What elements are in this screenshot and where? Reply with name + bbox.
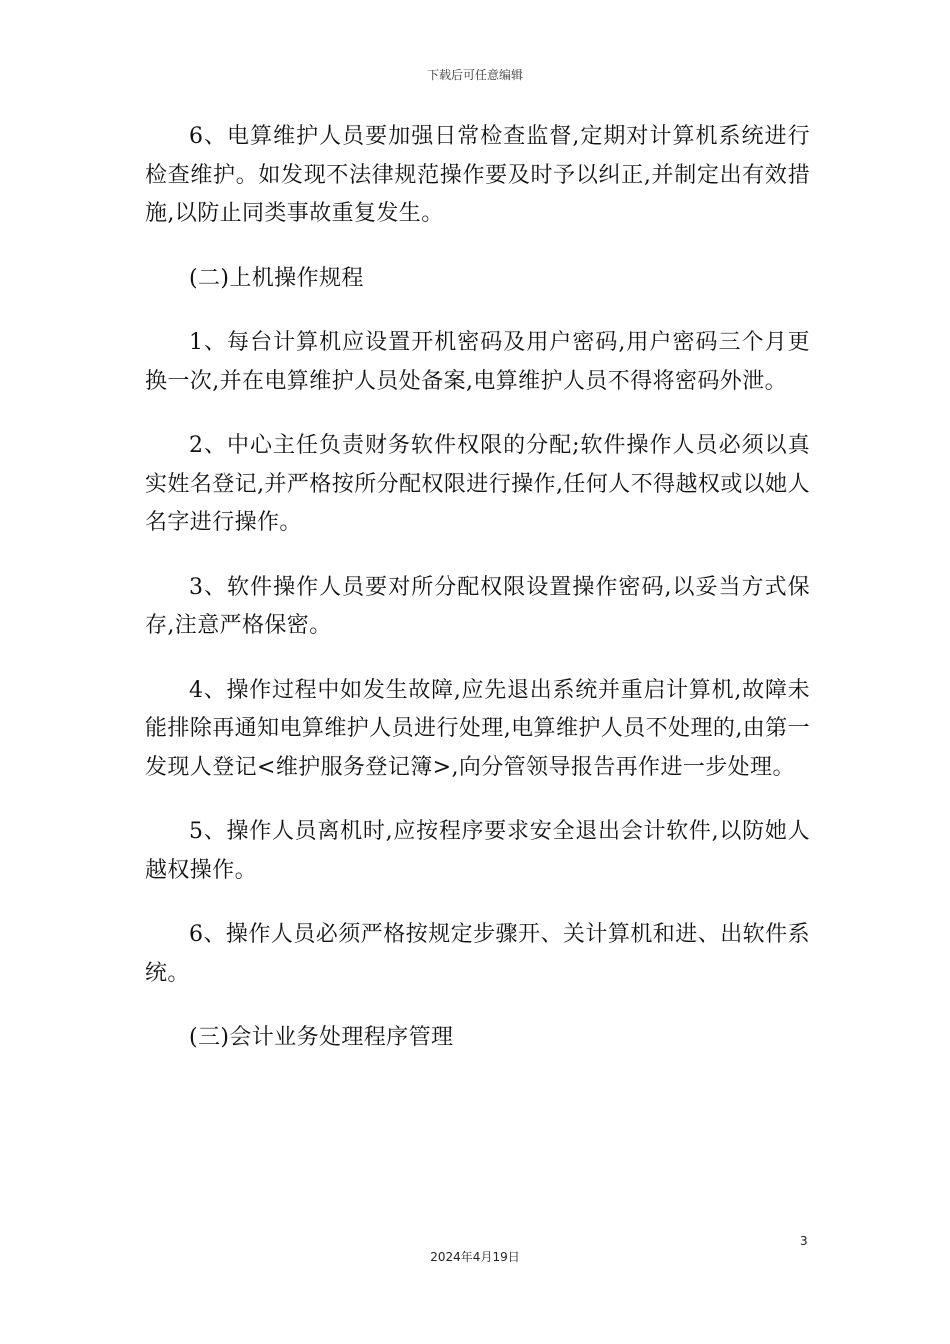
document-body xyxy=(145,118,810,1084)
page-number: 3 xyxy=(800,1234,808,1248)
header-note: 下载后可任意编辑 xyxy=(426,68,523,82)
paragraph-item-4-faults: 4、操作过程中如发生故障,应先退出系统并重启计算机,故障未能排除再通知电算维护人员进行处理,电算维护人员不处理的,由第一发现人登记<维护服务登记簿>,向分管领导报告再作进一步处理。 xyxy=(145,677,810,780)
paragraph-item-6-steps: 6、操作人员必须严格按规定步骤开、关计算机和进、出软件系统。 xyxy=(145,922,810,986)
section-heading-operation-rules: (二)上机操作规程 xyxy=(189,265,364,291)
paragraph-item-6-maintenance: 6、电算维护人员要加强日常检查监督,定期对计算机系统进行检查维护。如发现不法律规范操作要及时予以纠正,并制定出有效措施,以防止同类事故重复发生。 xyxy=(145,124,810,226)
paragraph-item-3-operation-password: 3、软件操作人员要对所分配权限设置操作密码,以妥当方式保存,注意严格保密。 xyxy=(145,574,810,638)
paragraph-item-2-permissions: 2、中心主任负责财务软件权限的分配;软件操作人员必须以真实姓名登记,并严格按所分配权限进行操作,任何人不得越权或以她人名字进行操作。 xyxy=(145,433,810,535)
footer-date: 2024年4月19日 xyxy=(430,1250,520,1264)
paragraph-item-1-passwords: 1、每台计算机应设置开机密码及用户密码,用户密码三个月更换一次,并在电算维护人员处备案,电算维护人员不得将密码外泄。 xyxy=(145,330,810,394)
paragraph-item-5-logout: 5、操作人员离机时,应按程序要求安全退出会计软件,以防她人越权操作。 xyxy=(145,819,810,883)
section-heading-accounting-procedures: (三)会计业务处理程序管理 xyxy=(189,1025,454,1050)
